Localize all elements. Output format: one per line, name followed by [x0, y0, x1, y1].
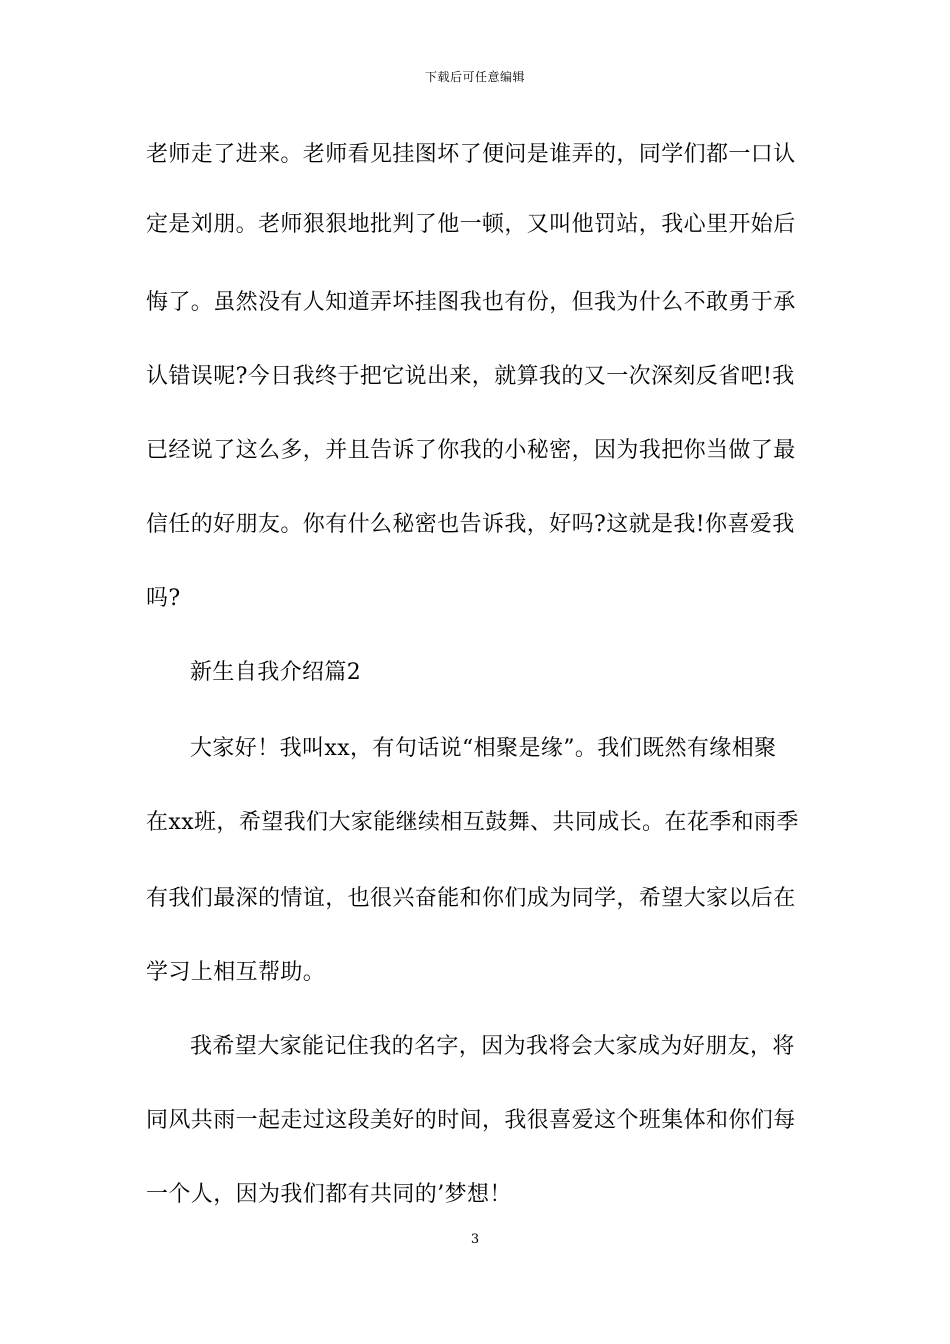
- body-line: 我希望大家能记住我的名字，因为我将会大家成为好朋友，将: [190, 1034, 795, 1059]
- body-line: 有我们最深的情谊，也很兴奋能和你们成为同学，希望大家以后在: [146, 886, 796, 911]
- body-line: 学习上相互帮助。: [146, 960, 326, 985]
- body-line: 一个人，因为我们都有共同的’梦想！: [146, 1182, 512, 1207]
- body-line: 悔了。虽然没有人知道弄坏挂图我也有份，但我为什么不敢勇于承: [146, 290, 796, 315]
- body-line: 老师走了进来。老师看见挂图坏了便问是谁弄的，同学们都一口认: [146, 142, 796, 167]
- body-line: 在xx班，希望我们大家能继续相互鼓舞、共同成长。在花季和雨季: [146, 810, 799, 835]
- page-number: 3: [470, 1232, 480, 1247]
- body-line: 同风共雨一起走过这段美好的时间，我很喜爱这个班集体和你们每: [146, 1108, 796, 1133]
- body-line: 认错误呢?今日我终于把它说出来，就算我的又一次深刻反省吧!我: [146, 364, 795, 389]
- section-heading: 新生自我介绍篇2: [190, 660, 362, 685]
- body-line: 信任的好朋友。你有什么秘密也告诉我，好吗?这就是我!你喜爱我: [146, 512, 795, 537]
- header-note: 下载后可任意编辑: [424, 70, 525, 84]
- body-line: 大家好！我叫xx，有句话说“相聚是缘”。我们既然有缘相聚: [190, 736, 777, 761]
- body-line: 定是刘朋。老师狠狠地批判了他一顿，又叫他罚站，我心里开始后: [146, 212, 796, 237]
- body-line: 吗?: [146, 586, 181, 611]
- body-line: 已经说了这么多，并且告诉了你我的小秘密，因为我把你当做了最: [146, 438, 796, 463]
